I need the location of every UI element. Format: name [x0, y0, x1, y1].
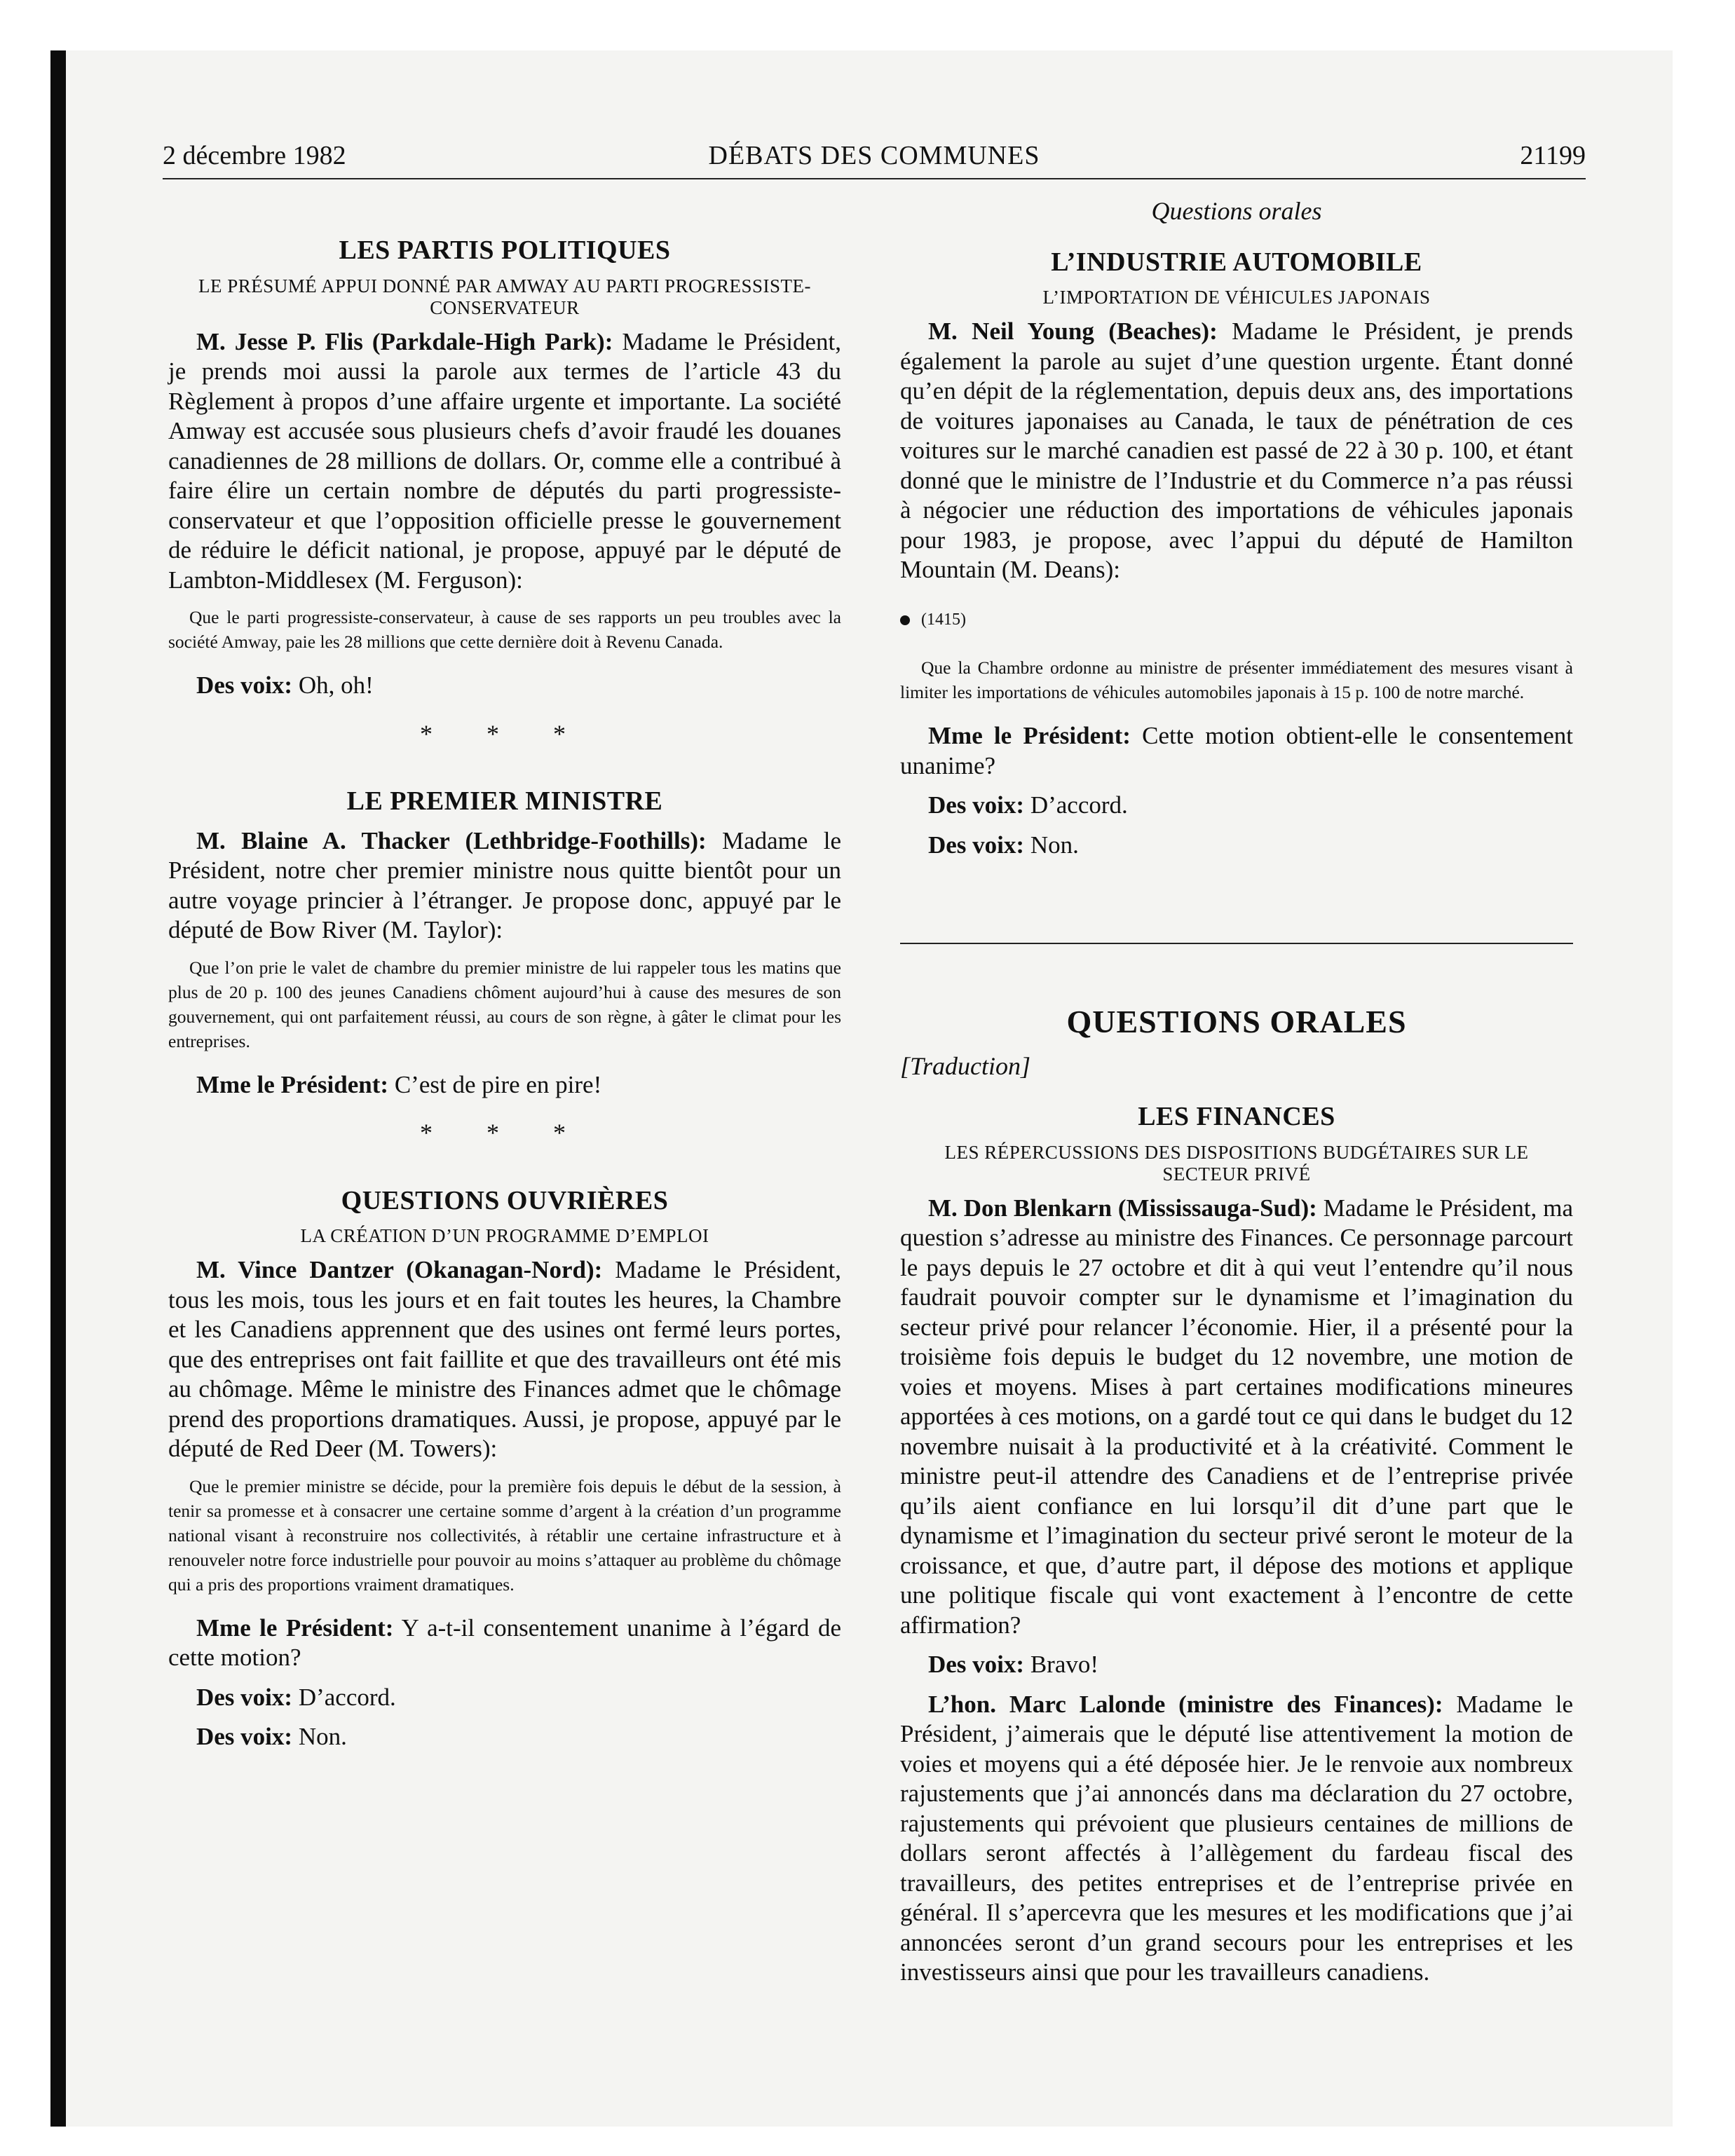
translation-note — [900, 1051, 1573, 1082]
voices-bravo-speaker: Des voix: — [928, 1651, 1025, 1678]
reply-text: C’est de pire en pire! — [394, 1070, 602, 1098]
reply-president — [168, 1070, 841, 1100]
voices2-text-left: Non. — [298, 1723, 347, 1750]
section-separator-1: * * * — [420, 719, 590, 748]
left-column — [168, 196, 841, 1762]
section-heading-finances: LES FINANCES — [1138, 1102, 1335, 1131]
president-speaker-left: Mme le Président: — [196, 1613, 394, 1642]
voices1-text-right: D’accord. — [1030, 791, 1128, 819]
scan-edge — [50, 50, 66, 2127]
president-text-right: Cette motion obtient-elle le consentement unanime? — [900, 722, 1574, 779]
speaker-young: M. Neil Young (Beaches): — [928, 318, 1218, 345]
speech-flis-text: Madame le Président, je prends moi aussi la parole aux termes de l’article 43 du Règlement à propos d’une affaire urgente et importante. La société Amway est accusée sous plusieurs chefs d’avoir fraudé les douanes canadiennes de 28 millions de dollars. Or, comme elle a contribué à faire élire un certain nombre de députés du parti progressiste-conservateur et que l’opposition officielle presse le gouvernement de réduire le déficit national, je propose, appuyé par le député de Lambton-Middlesex (M. Ferguson): — [168, 327, 842, 594]
voices1-speaker-right: Des voix: — [928, 791, 1025, 819]
speech-lalonde-text: Madame le Président, j’aimerais que le député lise attentivement la motion de voies et moyens qui a été déposée hier. Je le renvoie aux nombreux rajustements que j’ai annoncés dans ma déclaration du 27 octobre, rajustements qui prévoient que plusieurs centaines de millions de dollars seront affectés à l’allègement du fardeau fiscal des travailleurs, des petites entreprises et de l’entreprise privée en général. Il s’apercevra que les mesures et les modifications que j’ai annoncées seront d’un grand secours pour les entreprises et les investisseurs ainsi que pour les travailleurs canadiens. — [900, 1690, 1573, 1986]
speaker-flis: M. Jesse P. Flis (Parkdale-High Park): — [196, 327, 613, 355]
speaker-blenkarn: M. Don Blenkarn (Mississauga-Sud): — [928, 1194, 1317, 1222]
voices2-speaker-right: Des voix: — [928, 831, 1025, 859]
section-heading-questions-ouvrieres: QUESTIONS OUVRIÈRES — [341, 1185, 669, 1215]
speech-thacker — [168, 826, 841, 946]
voices-bravo-text: Bravo! — [1030, 1651, 1099, 1678]
voices2-text-right: Non. — [1030, 831, 1079, 859]
president-consent-right — [900, 721, 1573, 781]
section-divider-rule — [900, 943, 1573, 944]
motion-programme: Que le premier ministre se décide, pour la première fois depuis le début de la session, à tenir sa promesse et à consacrer une certaine somme d’argent à la création d’un programme national visant à reconstruire nos collectivités, à rétablir une certaine infrastructure et à renouveler notre force industrielle pour pouvoir au moins s’attaquer au problème du chômage qui a pris des proportions vraiment dramatiques. — [168, 1475, 841, 1595]
subheading-budget: LES RÉPERCUSSIONS DES DISPOSITIONS BUDGÉTAIRES SUR LE SECTEUR PRIVÉ — [944, 1141, 1529, 1185]
translation-note-text: [Traduction] — [900, 1051, 1031, 1080]
speech-dantzer — [168, 1255, 841, 1464]
voices-bravo — [900, 1650, 1573, 1680]
speech-young-text: Madame le Président, je prends également la parole au sujet d’une question urgente. Étant donné qu’en dépit de la réglementation, depuis deux ans, des importations de voitures japonaises au Canada, le taux de pénétration de ces voitures sur le marché canadien est passé de 22 à 30 p. 100, et étant donné que le ministre de l’Industrie et du Commerce n’a pas réussi à négocier une réduction des importations de véhicules japonais pour 1983, je propose, avec l’appui du député de Hamilton Mountain (M. Deans): — [900, 318, 1573, 583]
speech-dantzer-text: Madame le Président, tous les mois, tous les jours et en fait toutes les heures, la Chambre et les Canadiens apprennent que des usines ont fermé leurs portes, que des entreprises ont fait faillite et que des travailleurs ont été mis au chômage. Même le ministre des Finances admet que le chômage prend des proportions dramatiques. Aussi, je propose, appuyé par le député de Red Deer (M. Towers): — [168, 1256, 841, 1462]
motion-valet: Que l’on prie le valet de chambre du premier ministre de lui rappeler tous les matins que plus de 20 p. 100 des jeunes Canadiens chôment aujourd’hui à cause des mesures de son gouvernement, qui ont parfaitement réussi, au cours de son règne, à gâter le climat pour les entreprises. — [168, 957, 841, 1051]
motion-importations: Que la Chambre ordonne au ministre de présenter immédiatement des mesures visant à limiter les importations de véhicules automobiles japonais à 15 p. 100 de notre marché. — [900, 657, 1573, 702]
speech-young — [900, 317, 1573, 585]
timestamp-text: (1415) — [921, 610, 966, 629]
speech-lalonde — [900, 1690, 1573, 1988]
reply-speaker: Mme le Président: — [196, 1070, 389, 1098]
speech-thacker-text: Madame le Président, notre cher premier ministre nous quitte bientôt pour un autre voyage princier à l’étranger. Je propose donc, appuyé par le député de Bow River (M. Taylor): — [168, 826, 841, 943]
reaction-voices — [168, 671, 841, 701]
section-separator-2: * * * — [420, 1119, 590, 1147]
voices1-text-left: D’accord. — [298, 1683, 396, 1711]
speech-blenkarn — [900, 1194, 1573, 1641]
reaction-text: Oh, oh! — [298, 671, 374, 699]
speaker-thacker: M. Blaine A. Thacker (Lethbridge-Foothills): — [196, 826, 707, 854]
page-header — [163, 140, 1586, 179]
section-heading-automobile: L’INDUSTRIE AUTOMOBILE — [1051, 247, 1422, 277]
header-page-number: 21199 — [1520, 141, 1586, 170]
subheading-programme-emploi: LA CRÉATION D’UN PROGRAMME D’EMPLOI — [300, 1225, 709, 1246]
voices1-speaker-left: Des voix: — [196, 1683, 293, 1711]
voices-disagree-left — [168, 1722, 841, 1752]
president-consent-question — [168, 1613, 841, 1673]
section-heading-partis: LES PARTIS POLITIQUES — [339, 236, 671, 265]
bullet-icon — [900, 615, 910, 625]
subheading-amway: LE PRÉSUMÉ APPUI DONNÉ PAR AMWAY AU PARTI PROGRESSISTE-CONSERVATEUR — [198, 275, 812, 318]
header-title: DÉBATS DES COMMUNES — [708, 141, 1040, 170]
running-head: Questions orales — [1151, 197, 1322, 225]
speaker-dantzer: M. Vince Dantzer (Okanagan-Nord): — [196, 1256, 603, 1283]
president-speaker-right: Mme le Président: — [928, 722, 1131, 749]
speech-blenkarn-text: Madame le Président, ma question s’adresse au ministre des Finances. Ce personnage parcourt le pays depuis le 27 octobre et dit à qui veut l’entendre qu’il nous faudrait pouvoir compter sur le dynamisme et l’imagination du secteur privé pour relancer l’économie. Hier, il a présenté pour la troisième fois depuis le budget du 12 novembre, une motion de voies et moyens. Mises à part certaines modifications mineures apportées à ces motions, on a gardé tout ce qui dans le budget du 12 novembre nuisait à la productivité et à la créativité. Comment le ministre peut-il attendre des Canadiens et de l’entreprise privée qu’ils aient confiance en lui lorsqu’il dit d’une part que le dynamisme et l’imagination du secteur privé seront le moteur de la croissance, et que, d’autre part, il dépose des motions et applique une politique fiscale qui vont exactement à l’encontre de cette affirmation? — [900, 1194, 1573, 1639]
right-column — [900, 196, 1573, 1998]
motion-amway: Que le parti progressiste-conservateur, à cause de ses rapports un peu troubles avec la société Amway, paie les 28 millions que cette dernière doit à Revenu Canada. — [168, 607, 841, 652]
speech-flis — [168, 327, 841, 596]
voices-disagree-right — [900, 831, 1573, 861]
timestamp-marker — [900, 605, 1573, 635]
voices-agree-right — [900, 791, 1573, 821]
speaker-lalonde: L’hon. Marc Lalonde (ministre des Finances): — [928, 1690, 1443, 1718]
voices2-speaker-left: Des voix: — [196, 1723, 293, 1750]
header-date: 2 décembre 1982 — [163, 141, 346, 170]
section-heading-premier-ministre: LE PREMIER MINISTRE — [346, 786, 663, 816]
president-text-left: Y a-t-il consentement unanime à l’égard de cette motion? — [168, 1613, 841, 1671]
voices-agree-left — [168, 1683, 841, 1713]
main-heading-questions-orales: QUESTIONS ORALES — [1066, 1004, 1407, 1039]
subheading-vehicules-japonais: L’IMPORTATION DE VÉHICULES JAPONAIS — [1042, 287, 1431, 308]
reaction-speaker: Des voix: — [196, 671, 293, 699]
